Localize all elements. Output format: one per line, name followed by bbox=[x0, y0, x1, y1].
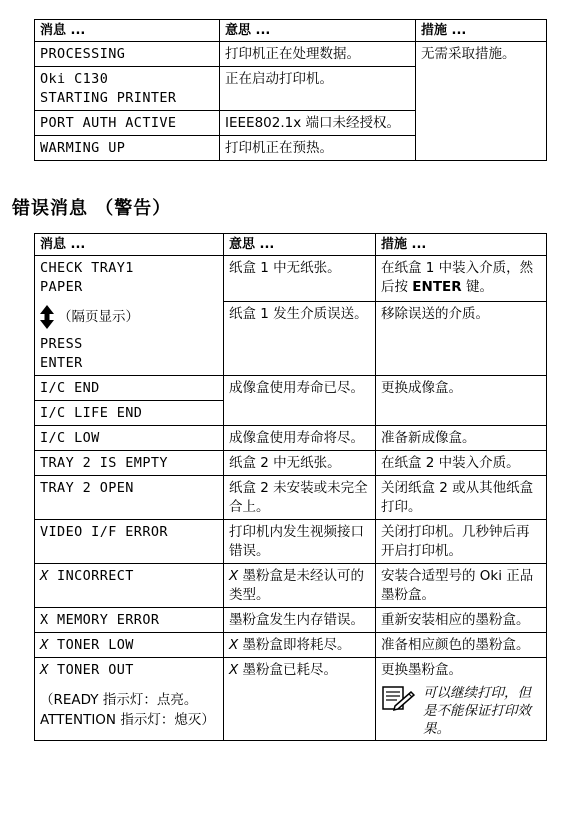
meaning-cell bbox=[224, 633, 376, 658]
table-row bbox=[35, 476, 547, 520]
message-line: PRESS bbox=[40, 336, 83, 352]
message-cell: I/C END bbox=[35, 376, 224, 401]
variable-x: X bbox=[229, 662, 239, 678]
meaning-cell: 成像盒使用寿命将尽。 bbox=[224, 426, 376, 451]
action-cell bbox=[376, 256, 547, 302]
meaning-cell: 纸盒 2 中无纸张。 bbox=[224, 451, 376, 476]
alternating-label: （隔页显示） bbox=[58, 309, 139, 325]
message-line: PAPER bbox=[40, 279, 83, 295]
meaning-text: 墨粉盒即将耗尽。 bbox=[238, 637, 351, 653]
table-row bbox=[35, 376, 547, 401]
message-cell: X MEMORY ERROR bbox=[35, 608, 224, 633]
action-cell bbox=[376, 658, 547, 741]
header-message: 消息 ... bbox=[35, 20, 220, 42]
table-header-row bbox=[35, 20, 547, 42]
header-action: 措施 ... bbox=[416, 20, 547, 42]
message-cell: I/C LIFE END bbox=[35, 401, 224, 426]
message-line: ENTER bbox=[40, 355, 83, 371]
meaning-cell: 正在启动打印机。 bbox=[220, 67, 416, 111]
action-cell: 准备相应颜色的墨粉盒。 bbox=[376, 633, 547, 658]
table-row bbox=[35, 608, 547, 633]
message-cell bbox=[35, 256, 224, 376]
meaning-text: 墨粉盒是未经认可的类型。 bbox=[229, 568, 365, 603]
message-line: STARTING PRINTER bbox=[40, 90, 177, 106]
header-action: 措施 ... bbox=[376, 234, 547, 256]
action-text: 在纸盒 1 中装入介质，然后按 bbox=[381, 260, 534, 295]
header-message: 消息 ... bbox=[35, 234, 224, 256]
meaning-cell bbox=[224, 658, 376, 741]
meaning-cell: 打印机内发生视频接口错误。 bbox=[224, 520, 376, 564]
message-cell bbox=[35, 564, 224, 608]
action-cell: 准备新成像盒。 bbox=[376, 426, 547, 451]
message-line: Oki C130 bbox=[40, 71, 109, 87]
section-heading: 错误消息 （警告） bbox=[12, 198, 172, 219]
variable-x: X bbox=[40, 662, 49, 678]
action-text: 更换墨粉盒。 bbox=[381, 662, 462, 678]
message-cell: I/C LOW bbox=[35, 426, 224, 451]
meaning-cell: 成像盒使用寿命已尽。 bbox=[224, 376, 376, 426]
variable-x: X bbox=[40, 568, 49, 584]
table-row bbox=[35, 256, 547, 302]
meaning-cell: IEEE802.1x 端口未经授权。 bbox=[220, 111, 416, 136]
meaning-cell: 纸盒 2 未安装或未完全合上。 bbox=[224, 476, 376, 520]
action-cell: 关闭纸盒 2 或从其他纸盒打印。 bbox=[376, 476, 547, 520]
message-cell: PORT AUTH ACTIVE bbox=[35, 111, 220, 136]
message-cell: TRAY 2 IS EMPTY bbox=[35, 451, 224, 476]
action-cell: 移除误送的介质。 bbox=[376, 302, 547, 376]
message-cell: TRAY 2 OPEN bbox=[35, 476, 224, 520]
variable-x: X bbox=[229, 568, 239, 584]
note bbox=[381, 684, 541, 738]
alternating-display-note bbox=[40, 305, 218, 329]
message-cell: WARMING UP bbox=[35, 136, 220, 161]
meaning-cell: 纸盒 1 中无纸张。 bbox=[224, 256, 376, 302]
table-row bbox=[35, 42, 547, 67]
action-cell: 关闭打印机。几秒钟后再开启打印机。 bbox=[376, 520, 547, 564]
variable-x: X bbox=[229, 637, 239, 653]
table-row bbox=[35, 658, 547, 741]
action-cell: 无需采取措施。 bbox=[416, 42, 547, 161]
table-row bbox=[35, 426, 547, 451]
table-row bbox=[35, 451, 547, 476]
message-text: TONER OUT bbox=[48, 662, 134, 678]
error-messages-table bbox=[34, 233, 547, 741]
enter-key-label: ENTER bbox=[412, 279, 462, 295]
action-text: 键。 bbox=[461, 279, 493, 295]
table-header-row bbox=[35, 234, 547, 256]
meaning-cell bbox=[224, 564, 376, 608]
message-cell bbox=[35, 658, 224, 741]
header-meaning: 意思 ... bbox=[224, 234, 376, 256]
meaning-text: 墨粉盒已耗尽。 bbox=[238, 662, 338, 678]
message-line: CHECK TRAY1 bbox=[40, 260, 134, 276]
up-down-arrow-icon bbox=[40, 305, 54, 329]
note-pencil-icon bbox=[381, 684, 415, 712]
message-text: INCORRECT bbox=[48, 568, 134, 584]
message-cell bbox=[35, 633, 224, 658]
action-cell: 更换成像盒。 bbox=[376, 376, 547, 426]
table-row bbox=[35, 564, 547, 608]
indicator-status-text: （READY 指示灯：点亮。ATTENTION 指示灯：熄灭） bbox=[40, 692, 215, 728]
message-line bbox=[40, 661, 218, 680]
variable-x: X bbox=[40, 637, 49, 653]
action-cell: 安装合适型号的 Oki 正品墨粉盒。 bbox=[376, 564, 547, 608]
meaning-cell: 打印机正在处理数据。 bbox=[220, 42, 416, 67]
meaning-cell: 墨粉盒发生内存错误。 bbox=[224, 608, 376, 633]
meaning-cell: 纸盒 1 发生介质误送。 bbox=[224, 302, 376, 376]
meaning-cell: 打印机正在预热。 bbox=[220, 136, 416, 161]
message-text: TONER LOW bbox=[48, 637, 134, 653]
table-row bbox=[35, 633, 547, 658]
note-text: 可以继续打印，但是不能保证打印效果。 bbox=[423, 685, 531, 737]
message-cell bbox=[35, 67, 220, 111]
status-messages-table bbox=[34, 19, 547, 161]
table-row bbox=[35, 520, 547, 564]
header-meaning: 意思 ... bbox=[220, 20, 416, 42]
message-cell: VIDEO I/F ERROR bbox=[35, 520, 224, 564]
action-cell: 重新安装相应的墨粉盒。 bbox=[376, 608, 547, 633]
action-cell: 在纸盒 2 中装入介质。 bbox=[376, 451, 547, 476]
message-cell: PROCESSING bbox=[35, 42, 220, 67]
